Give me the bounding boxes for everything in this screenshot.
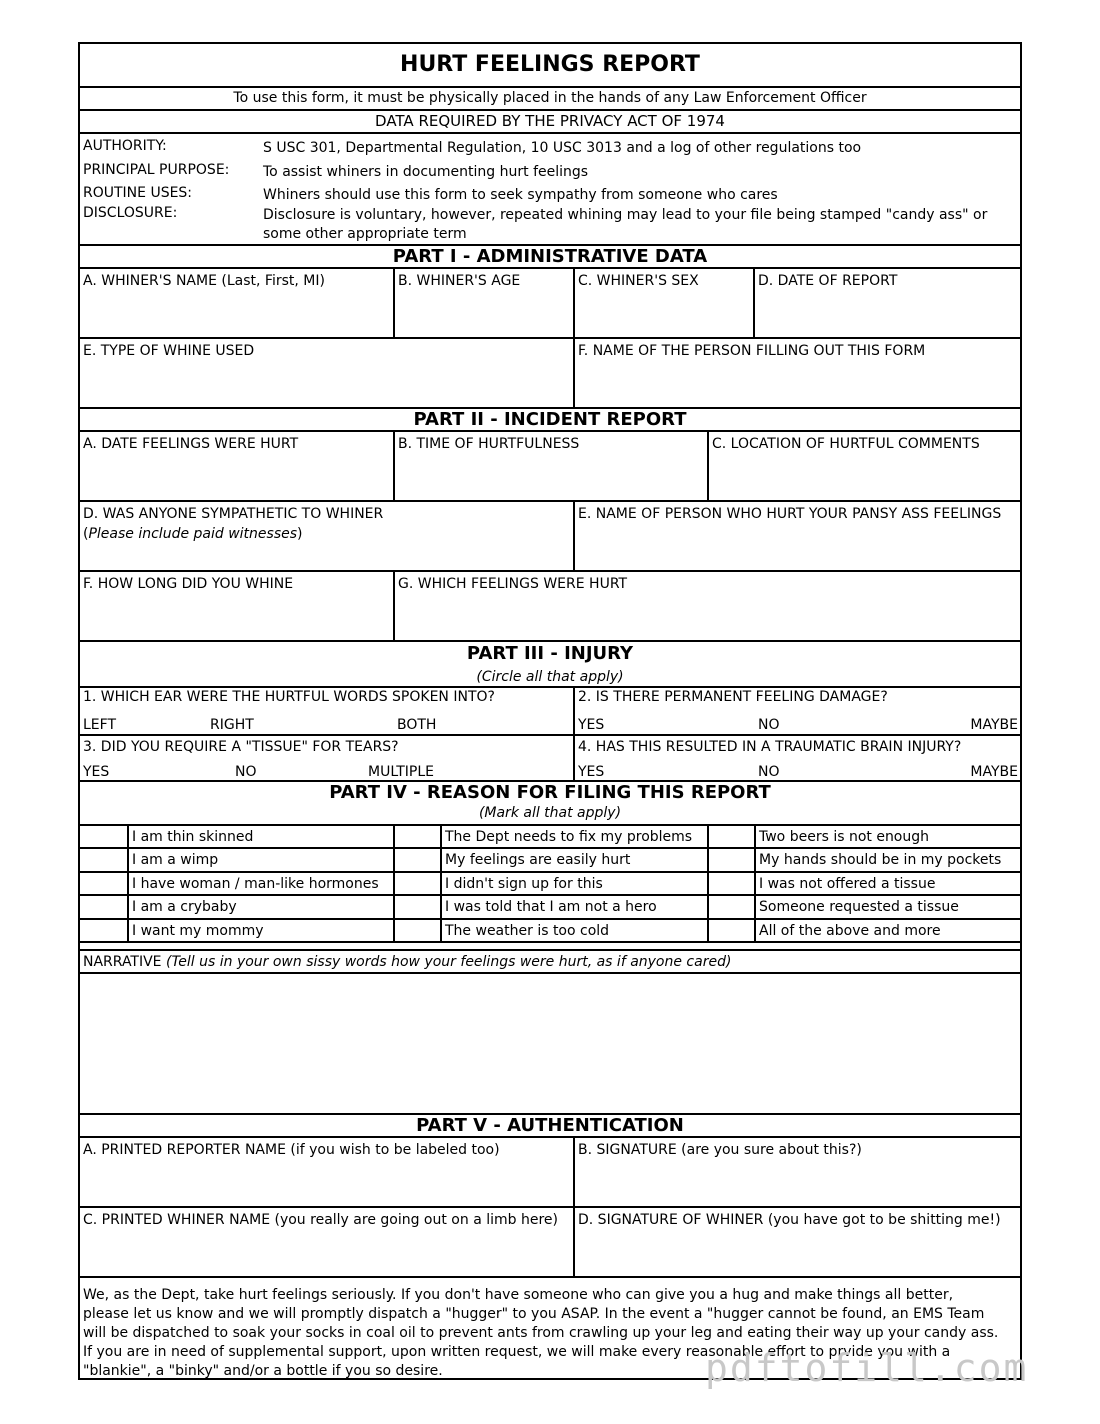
reason-checkbox[interactable] [80, 896, 127, 917]
reason-checkbox[interactable] [393, 873, 440, 894]
reason-row [80, 849, 1020, 872]
time-of-hurtfulness-field[interactable]: B. TIME OF HURTFULNESS [393, 432, 707, 500]
damage-option-no[interactable]: NO [758, 717, 780, 733]
narrative-note: (Tell us in your own sissy words how your feelings were hurt, as if anyone cared) [165, 954, 732, 970]
authority-label: AUTHORITY: [83, 138, 167, 154]
brain-option-maybe[interactable]: MAYBE [970, 764, 1018, 780]
tissue-question-label: 3. DID YOU REQUIRE A "TISSUE" FOR TEARS? [83, 739, 399, 755]
form-title: HURT FEELINGS REPORT [400, 52, 700, 77]
purpose-label: PRINCIPAL PURPOSE: [83, 162, 230, 178]
ear-option-both[interactable]: BOTH [397, 717, 437, 733]
uses-label: ROUTINE USES: [83, 185, 193, 201]
reason-label: The weather is too cold [440, 920, 707, 941]
part1-row1 [80, 269, 1020, 339]
part2-row1 [80, 432, 1020, 502]
date-feelings-hurt-field[interactable]: A. DATE FEELINGS WERE HURT [83, 436, 299, 452]
closing-line-1: We, as the Dept, take hurt feelings seriously. If you don't have someone who can give you a hug and make things all better, [83, 1287, 954, 1303]
ear-question-label: 1. WHICH EAR WERE THE HURTFUL WORDS SPOKEN INTO? [83, 689, 495, 705]
closing-line-5: "blankie", a "binky" and/or a bottle if you so desire. [83, 1363, 443, 1379]
closing-line-4: If you are in need of supplemental support, upon written request, we will make every reasonable effort to prvide you with a [83, 1344, 951, 1360]
narrative-label-text: NARRATIVE [83, 954, 166, 970]
part3-row1 [80, 688, 1020, 736]
reason-row [80, 896, 1020, 919]
part3-heading-row [80, 642, 1020, 688]
reason-label: Two beers is not enough [754, 826, 1020, 847]
reason-label: I am a wimp [127, 849, 393, 870]
disclosure-text-line2: some other appropriate term [263, 226, 467, 242]
part2-row3 [80, 572, 1020, 642]
tissue-option-yes[interactable]: YES [83, 764, 110, 780]
narrative-label-row [80, 951, 1020, 974]
reason-label: I was told that I am not a hero [440, 896, 707, 917]
reason-row [80, 920, 1020, 943]
damage-option-yes[interactable]: YES [578, 717, 605, 733]
title-row [80, 44, 1020, 88]
reason-checkbox[interactable] [393, 896, 440, 917]
instruction-row [80, 88, 1020, 111]
instruction-text: To use this form, it must be physically placed in the hands of any Law Enforcement Officer [233, 90, 867, 106]
sympathetic-note-close: ) [297, 526, 303, 542]
closing-line-3: will be dispatched to soak your socks in coal oil to prevent ants from crawling up your leg and eating their way up your candy ass. [83, 1325, 999, 1341]
sympathetic-note-open: ( [83, 526, 89, 542]
part3-row2 [80, 736, 1020, 782]
person-who-hurt-field[interactable]: E. NAME OF PERSON WHO HURT YOUR PANSY ASS FEELINGS [573, 502, 1020, 570]
sympathetic-note [83, 526, 570, 543]
reason-label: Someone requested a tissue [754, 896, 1020, 917]
part5-heading: PART V - AUTHENTICATION [416, 1115, 684, 1136]
type-of-whine-field[interactable]: E. TYPE OF WHINE USED [83, 343, 255, 359]
sympathetic-label: D. WAS ANYONE SYMPATHETIC TO WHINER [83, 506, 384, 522]
part5-row2 [80, 1208, 1020, 1278]
reason-checkbox[interactable] [707, 873, 754, 894]
which-feelings-field[interactable]: G. WHICH FEELINGS WERE HURT [393, 572, 1020, 640]
part4-subheading: (Mark all that apply) [478, 805, 622, 821]
authority-text: S USC 301, Departmental Regulation, 10 USC 3013 and a log of other regulations too [263, 140, 862, 156]
part3-heading: PART III - INJURY [466, 643, 634, 664]
part4-heading: PART IV - REASON FOR FILING THIS REPORT [329, 782, 771, 803]
narrative-field[interactable] [80, 974, 1020, 1115]
purpose-text: To assist whiners in documenting hurt feelings [263, 164, 589, 180]
reason-label: I have woman / man-like hormones [127, 873, 393, 894]
reason-row [80, 873, 1020, 896]
reason-checkbox[interactable] [80, 873, 127, 894]
reason-label: I am a crybaby [127, 896, 393, 917]
brain-injury-question-label: 4. HAS THIS RESULTED IN A TRAUMATIC BRAIN INJURY? [578, 739, 962, 755]
tissue-option-no[interactable]: NO [235, 764, 257, 780]
uses-text: Whiners should use this form to seek sympathy from someone who cares [263, 187, 778, 203]
part2-row2 [80, 502, 1020, 572]
whiner-name-field[interactable]: A. WHINER'S NAME (Last, First, MI) [83, 273, 325, 289]
brain-injury-question [573, 736, 1020, 780]
closing-line-2: please let us know and we will promptly dispatch a "hugger" to you ASAP. In the event a "hugger cannot be found, an EMS Team [83, 1306, 985, 1322]
reason-checkbox[interactable] [707, 826, 754, 847]
ear-option-right[interactable]: RIGHT [210, 717, 254, 733]
part5-heading-row [80, 1115, 1020, 1138]
location-field[interactable]: C. LOCATION OF HURTFUL COMMENTS [707, 432, 1020, 500]
tissue-question [80, 736, 573, 780]
damage-question [573, 688, 1020, 734]
part3-subheading: (Circle all that apply) [476, 669, 624, 685]
reason-checkbox[interactable] [393, 826, 440, 847]
narrative-label [80, 951, 1020, 971]
sympathetic-note-text: Please include paid witnesses [88, 526, 298, 542]
part4-heading-row [80, 782, 1020, 826]
part1-row2 [80, 339, 1020, 409]
reason-label: I didn't sign up for this [440, 873, 707, 894]
privacy-heading: DATA REQUIRED BY THE PRIVACY ACT OF 1974 [375, 112, 725, 130]
part1-heading: PART I - ADMINISTRATIVE DATA [392, 246, 708, 267]
how-long-whine-field[interactable]: F. HOW LONG DID YOU WHINE [83, 576, 294, 592]
reason-row [80, 826, 1020, 849]
reasons-spacer [80, 943, 1020, 951]
brain-option-no[interactable]: NO [758, 764, 780, 780]
reason-label: I was not offered a tissue [754, 873, 1020, 894]
brain-option-yes[interactable]: YES [578, 764, 605, 780]
reason-label: The Dept needs to fix my problems [440, 826, 707, 847]
reason-checkbox[interactable] [707, 920, 754, 941]
disclosure-label: DISCLOSURE: [83, 205, 178, 221]
reason-label: I am thin skinned [127, 826, 393, 847]
whiner-printed-name-field[interactable]: C. PRINTED WHINER NAME (you really are going out on a limb here) [83, 1212, 558, 1228]
hurt-feelings-form [78, 42, 1022, 1380]
reason-checkbox[interactable] [393, 849, 440, 870]
damage-question-label: 2. IS THERE PERMANENT FEELING DAMAGE? [578, 689, 888, 705]
date-of-report-field[interactable]: D. DATE OF REPORT [753, 269, 1020, 337]
reporter-signature-field[interactable]: B. SIGNATURE (are you sure about this?) [573, 1138, 1020, 1206]
reason-checkbox[interactable] [80, 826, 127, 847]
reporter-name-field[interactable]: A. PRINTED REPORTER NAME (if you wish to be labeled too) [83, 1142, 500, 1158]
reason-checkbox[interactable] [393, 920, 440, 941]
tissue-option-multiple[interactable]: MULTIPLE [368, 764, 434, 780]
reason-checkbox[interactable] [707, 849, 754, 870]
privacy-heading-row [80, 111, 1020, 134]
whiner-signature-field[interactable]: D. SIGNATURE OF WHINER (you have got to be shitting me!) [573, 1208, 1020, 1276]
whiner-sex-field[interactable]: C. WHINER'S SEX [573, 269, 753, 337]
ear-option-left[interactable]: LEFT [83, 717, 117, 733]
damage-option-maybe[interactable]: MAYBE [970, 717, 1018, 733]
reason-checkbox[interactable] [80, 920, 127, 941]
part5-row1 [80, 1138, 1020, 1208]
reason-label: My hands should be in my pockets [754, 849, 1020, 870]
reason-label: My feelings are easily hurt [440, 849, 707, 870]
form-filler-name-field[interactable]: F. NAME OF THE PERSON FILLING OUT THIS FORM [573, 339, 1020, 407]
sympathetic-field[interactable] [80, 502, 573, 570]
reason-checkbox[interactable] [80, 849, 127, 870]
reason-checkbox[interactable] [707, 896, 754, 917]
privacy-details [80, 134, 1020, 246]
watermark: pdftofill.com [705, 1346, 1029, 1390]
part2-heading: PART II - INCIDENT REPORT [413, 409, 687, 430]
disclosure-text-line1: Disclosure is voluntary, however, repeated whining may lead to your file being stamped "candy ass" or [263, 207, 988, 223]
whiner-age-field[interactable]: B. WHINER'S AGE [393, 269, 573, 337]
ear-question [80, 688, 573, 734]
part2-heading-row [80, 409, 1020, 432]
part1-heading-row [80, 246, 1020, 269]
reason-label: I want my mommy [127, 920, 393, 941]
reason-label: All of the above and more [754, 920, 1020, 941]
